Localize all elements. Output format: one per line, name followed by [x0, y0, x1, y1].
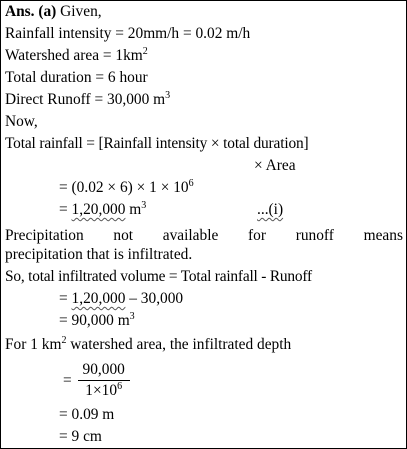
given-label: Given,: [56, 3, 102, 20]
precipitation-word: runoff: [295, 227, 334, 244]
total-rainfall-step2: [59, 201, 146, 219]
depth-heading: [5, 336, 291, 354]
depth-fraction: [63, 361, 130, 400]
infiltrated-step2-text: = 90,000 m: [59, 312, 130, 329]
depth-result-centimeters: = 9 cm: [59, 428, 102, 445]
infiltrated-step1: [59, 290, 183, 308]
total-rainfall-unit-exponent: 3: [141, 199, 147, 211]
precipitation-word: Precipitation: [5, 227, 84, 244]
total-rainfall-unit: m: [125, 201, 142, 218]
depth-heading-exponent: 2: [61, 334, 67, 346]
fraction-box: [78, 361, 130, 400]
total-rainfall-step1-text: = (0.02 × 6) × 1 × 10: [59, 179, 189, 196]
fraction-denominator-text: 1×10: [85, 382, 118, 399]
total-rainfall-step1-exponent: 6: [188, 177, 194, 189]
equation-reference-label: ...(i): [257, 201, 284, 218]
infiltrated-step1-value: 1,20,000: [71, 290, 126, 307]
total-rainfall-value: 1,20,000: [71, 201, 126, 218]
given-total-duration: Total duration = 6 hour: [5, 69, 148, 86]
infiltrated-step2: [59, 312, 135, 330]
precipitation-word: means: [363, 227, 403, 244]
infiltrated-step1-rest: – 30,000: [125, 290, 184, 307]
fraction-denominator: [85, 382, 122, 400]
fraction-denominator-exponent: 6: [117, 380, 123, 392]
total-rainfall-formula: Total rainfall = [Rainfall intensity × total duration]: [5, 135, 309, 152]
equation-reference: [257, 201, 283, 219]
precipitation-word: for: [248, 227, 266, 244]
depth-result-meters: = 0.09 m: [59, 406, 115, 423]
total-rainfall-step1: [59, 179, 194, 197]
given-watershed-area: [5, 47, 148, 65]
watershed-area-text: Watershed area = 1km: [5, 47, 143, 64]
infiltrated-volume-heading: So, total infiltrated volume = Total rainfall - Runoff: [5, 268, 312, 285]
given-direct-runoff: [5, 91, 170, 109]
depth-heading-pre: For 1 km: [5, 336, 62, 353]
direct-runoff-exponent: 3: [165, 89, 171, 101]
precipitation-word: available: [162, 227, 219, 244]
precipitation-word: not: [113, 227, 134, 244]
now-label: Now,: [5, 113, 38, 130]
total-rainfall-step2-prefix: =: [59, 201, 72, 218]
watershed-area-exponent: 2: [142, 45, 148, 57]
infiltrated-step1-prefix: =: [59, 290, 72, 307]
answer-label: Ans. (a): [5, 3, 57, 20]
total-rainfall-formula-area: × Area: [254, 157, 296, 174]
answer-heading: [5, 3, 102, 21]
direct-runoff-text: Direct Runoff = 30,000 m: [5, 91, 166, 108]
fraction-numerator: 90,000: [82, 361, 125, 378]
infiltrated-step2-exponent: 3: [129, 310, 135, 322]
depth-heading-post: watershed area, the infiltrated depth: [66, 336, 292, 353]
given-rainfall-intensity: Rainfall intensity = 20mm/h = 0.02 m/h: [5, 25, 251, 42]
precipitation-line1: [5, 227, 403, 245]
precipitation-line2: precipitation that is infiltrated.: [5, 246, 193, 263]
depth-equals-sign: =: [63, 371, 72, 389]
